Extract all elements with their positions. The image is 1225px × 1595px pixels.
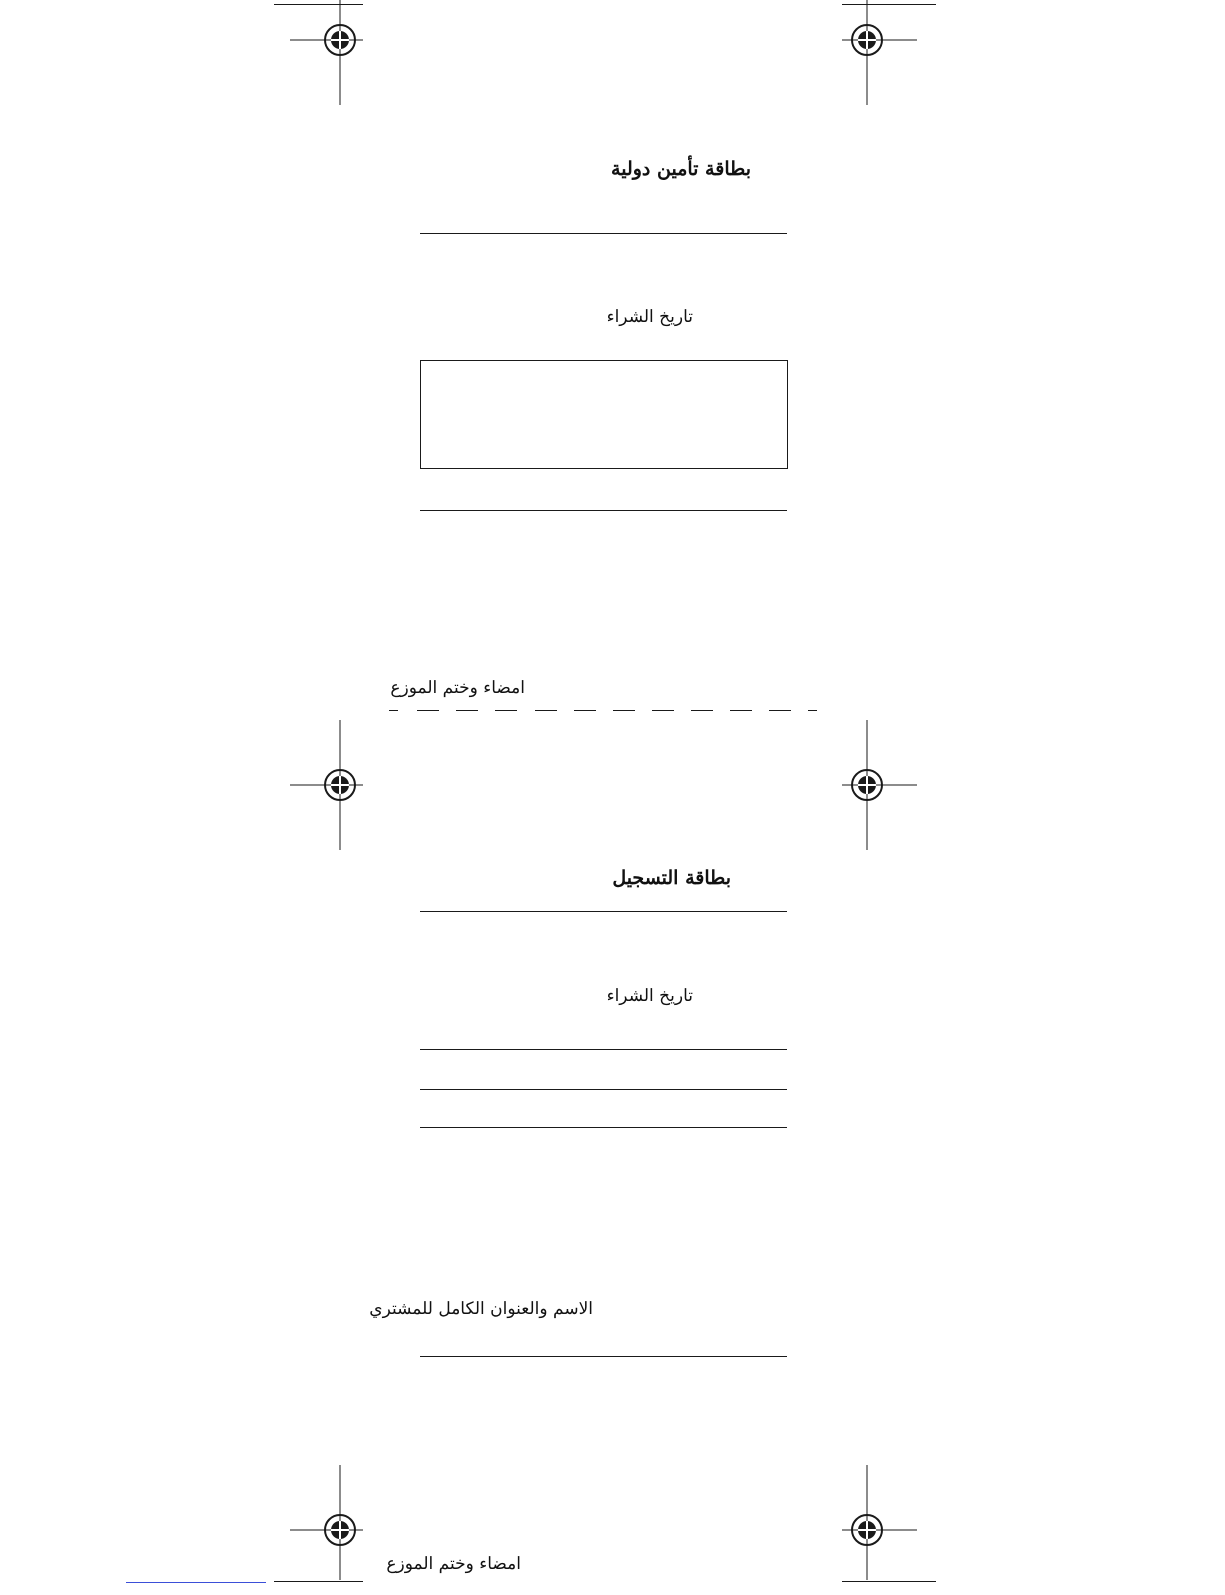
registration-field-line bbox=[420, 1127, 787, 1128]
warranty-card-title: بطاقة تأمين دولية bbox=[611, 158, 751, 180]
registration-signature-label: امضاء وختم الموزع bbox=[386, 1554, 521, 1574]
warranty-signature-label: امضاء وختم الموزع bbox=[390, 678, 525, 698]
registration-mark-icon bbox=[275, 720, 405, 850]
registration-mark-icon bbox=[802, 720, 932, 850]
warranty-purchase-date-box bbox=[420, 360, 788, 469]
cut-line bbox=[389, 710, 819, 712]
registration-mark-icon bbox=[275, 1465, 405, 1595]
registration-field-line bbox=[420, 1089, 787, 1090]
warranty-purchase-date-label: تاريخ الشراء bbox=[606, 307, 693, 327]
registration-buyer-label: الاسم والعنوان الكامل للمشتري bbox=[369, 1299, 593, 1319]
warranty-field-line bbox=[420, 510, 787, 511]
warranty-field-line bbox=[420, 233, 787, 234]
registration-mark-icon bbox=[275, 0, 405, 105]
registration-mark-icon bbox=[802, 0, 932, 105]
registration-purchase-date-label: تاريخ الشراء bbox=[606, 986, 693, 1006]
registration-field-line bbox=[420, 1049, 787, 1050]
registration-card-title: بطاقة التسجيل bbox=[612, 867, 731, 889]
crop-line-bottom-left bbox=[274, 1581, 363, 1582]
accent-line bbox=[126, 1582, 266, 1583]
registration-field-line bbox=[420, 1356, 787, 1357]
crop-line-bottom-right bbox=[842, 1581, 936, 1582]
registration-field-line bbox=[420, 911, 787, 912]
registration-mark-icon bbox=[802, 1465, 932, 1595]
